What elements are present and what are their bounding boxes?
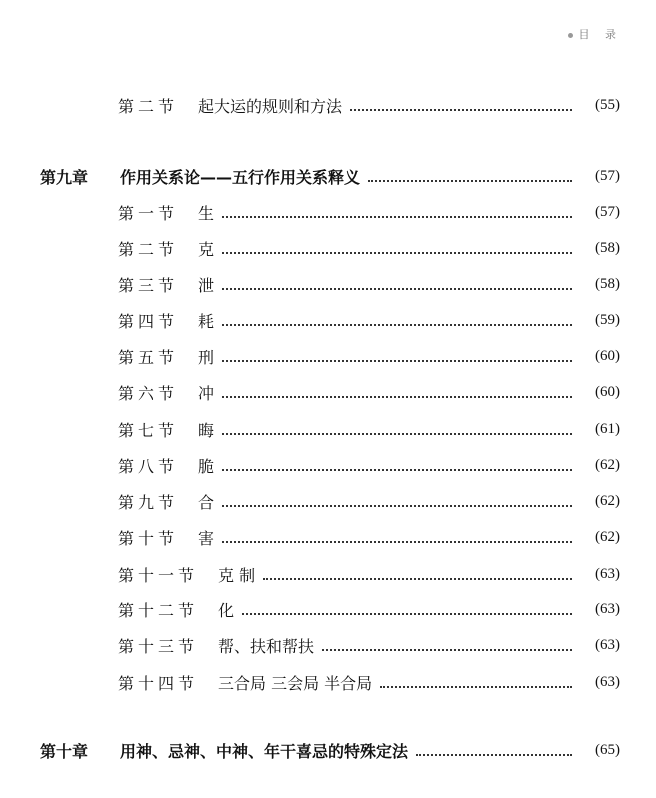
- entry-number: 第十节: [118, 528, 179, 548]
- toc-entry[interactable]: [0, 236, 656, 260]
- entry-title: 合: [198, 492, 215, 512]
- chapter-page: (57): [595, 167, 620, 184]
- chapter-number: 第十章: [40, 741, 89, 761]
- dot-leader: [350, 107, 572, 111]
- entry-title: 脆: [198, 456, 215, 476]
- dot-leader: [263, 576, 572, 580]
- chapter-number: 第九章: [40, 167, 89, 187]
- entry-number: 第十三节: [118, 636, 199, 656]
- entry-number: 第十四节: [118, 673, 199, 693]
- entry-number: 第九节: [118, 492, 179, 512]
- toc-entry[interactable]: [0, 489, 656, 513]
- entry-title: 耗: [198, 311, 215, 331]
- toc-entry[interactable]: [0, 453, 656, 477]
- toc-entry[interactable]: [0, 380, 656, 404]
- entry-page: (63): [595, 600, 620, 617]
- entry-number: 第六节: [118, 383, 179, 403]
- toc-entry[interactable]: [0, 597, 656, 621]
- entry-number: 第一节: [118, 203, 179, 223]
- chapter-title: 用神、忌神、中神、年干喜忌的特殊定法: [120, 741, 409, 761]
- toc-entry[interactable]: [0, 670, 656, 694]
- entry-number: 第八节: [118, 456, 179, 476]
- entry-title: 起大运的规则和方法: [198, 96, 343, 116]
- entry-title: 刑: [198, 347, 215, 367]
- dot-leader: [222, 214, 572, 218]
- toc-entry[interactable]: [0, 633, 656, 657]
- entry-page: (62): [595, 456, 620, 473]
- dot-leader: [242, 611, 572, 615]
- entry-page: (59): [595, 311, 620, 328]
- entry-title: 泄: [198, 275, 215, 295]
- entry-page: (58): [595, 275, 620, 292]
- toc-entry[interactable]: [0, 200, 656, 224]
- chapter-page: (65): [595, 741, 620, 758]
- toc-entry[interactable]: [0, 562, 656, 586]
- entry-page: (63): [595, 673, 620, 690]
- entry-page: (63): [595, 565, 620, 582]
- dot-leader: [380, 684, 572, 688]
- dot-leader: [222, 286, 572, 290]
- dot-leader: [222, 322, 572, 326]
- dot-leader: [322, 647, 572, 651]
- entry-page: (58): [595, 239, 620, 256]
- entry-number: 第二节: [118, 96, 179, 116]
- dot-leader: [222, 394, 572, 398]
- entry-number: 第七节: [118, 420, 179, 440]
- dot-leader: [222, 503, 572, 507]
- toc-entry[interactable]: [0, 344, 656, 368]
- entry-number: 第五节: [118, 347, 179, 367]
- header-text: 目 录: [578, 28, 622, 41]
- dot-leader: [222, 250, 572, 254]
- entry-number: 第二节: [118, 239, 179, 259]
- chapter-title: 作用关系论——五行作用关系释义: [120, 167, 361, 187]
- entry-page: (62): [595, 492, 620, 509]
- entry-page: (61): [595, 420, 620, 437]
- entry-page: (62): [595, 528, 620, 545]
- toc-entry[interactable]: [0, 272, 656, 296]
- entry-title: 克: [198, 239, 215, 259]
- entry-page: (60): [595, 383, 620, 400]
- dot-leader: [368, 178, 572, 182]
- dot-leader: [222, 431, 572, 435]
- entry-title: 害: [198, 528, 215, 548]
- entry-title: 克 制: [218, 565, 256, 585]
- toc-entry[interactable]: [0, 308, 656, 332]
- entry-title: 三合局 三会局 半合局: [218, 673, 373, 693]
- toc-entry[interactable]: [0, 417, 656, 441]
- running-header: [568, 26, 623, 42]
- dot-leader: [222, 467, 572, 471]
- bullet-icon: [568, 33, 573, 38]
- dot-leader: [222, 539, 572, 543]
- entry-page: (63): [595, 636, 620, 653]
- entry-title: 化: [218, 600, 235, 620]
- entry-page: (57): [595, 203, 620, 220]
- toc-entry[interactable]: [0, 93, 656, 117]
- dot-leader: [222, 358, 572, 362]
- entry-number: 第四节: [118, 311, 179, 331]
- entry-number: 第三节: [118, 275, 179, 295]
- toc-entry[interactable]: [0, 525, 656, 549]
- entry-page: (55): [595, 96, 620, 113]
- toc-chapter[interactable]: [0, 164, 656, 188]
- toc-chapter[interactable]: [0, 738, 656, 762]
- entry-title: 帮、扶和帮扶: [218, 636, 315, 656]
- dot-leader: [416, 752, 572, 756]
- entry-number: 第十一节: [118, 565, 199, 585]
- entry-title: 晦: [198, 420, 215, 440]
- entry-title: 冲: [198, 383, 215, 403]
- entry-number: 第十二节: [118, 600, 199, 620]
- entry-title: 生: [198, 203, 215, 223]
- entry-page: (60): [595, 347, 620, 364]
